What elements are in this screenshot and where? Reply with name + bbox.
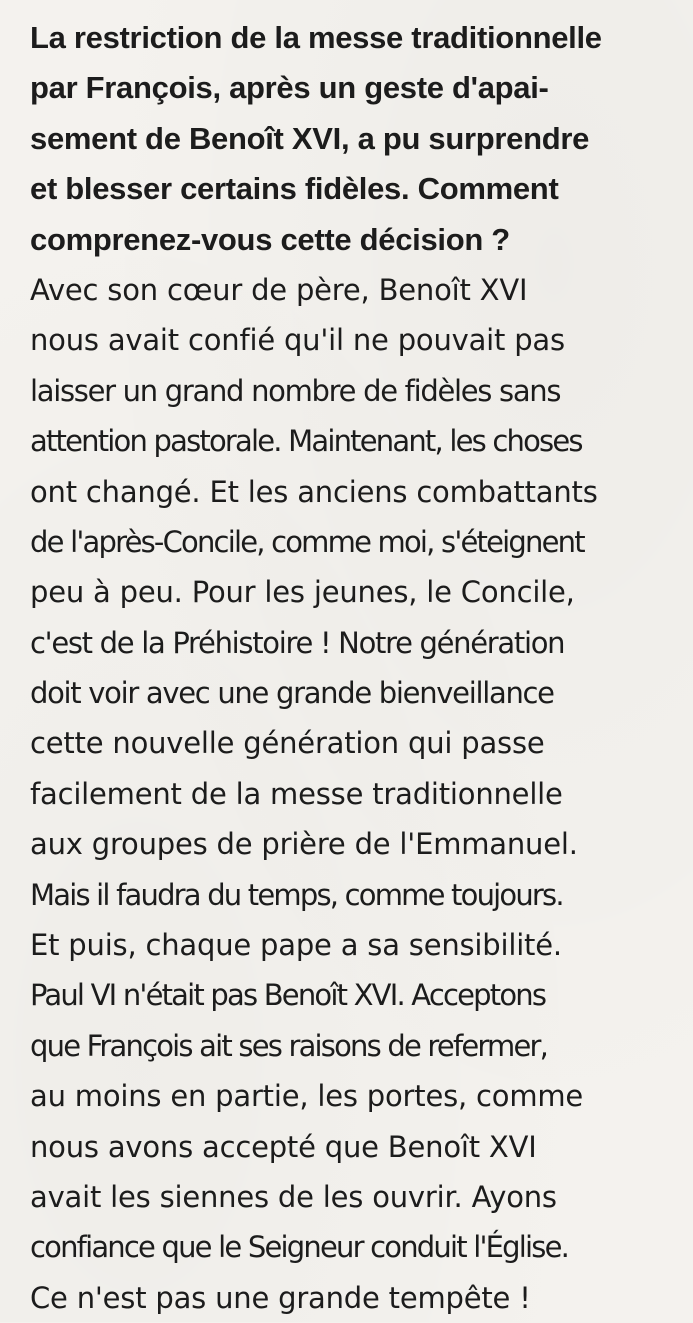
interview-answer: [30, 265, 670, 1323]
answer-line: confiance que le Seigneur conduit l'Église.: [30, 1230, 569, 1265]
answer-line: que François ait ses raisons de refermer,: [30, 1028, 548, 1063]
question-line: sement de Benoît XVI, a pu surprendre: [30, 120, 590, 156]
question-line: comprenez-vous cette décision ?: [30, 221, 510, 257]
answer-line: peu à peu. Pour les jeunes, le Concile,: [30, 575, 575, 610]
answer-line: nous avons accepté que Benoît XVI: [30, 1129, 537, 1164]
answer-line: ont changé. Et les anciens combattants: [30, 474, 598, 509]
answer-line: avait les siennes de les ouvrir. Ayons: [30, 1179, 557, 1214]
question-line: et blesser certains fidèles. Comment: [30, 171, 559, 207]
answer-line: attention pastorale. Maintenant, les choses: [30, 424, 582, 459]
answer-line: facilement de la messe traditionnelle: [30, 776, 563, 811]
question-line: La restriction de la messe traditionnelle: [30, 20, 602, 55]
answer-line: Avec son cœur de père, Benoît XVI: [30, 272, 528, 307]
interview-question: [30, 13, 670, 265]
question-line: par François, après un geste d'apai-: [30, 70, 549, 106]
answer-line: Paul VI n'était pas Benoît XVI. Acceptons: [30, 978, 546, 1013]
answer-line: de l'après-Concile, comme moi, s'éteignent: [30, 524, 584, 559]
answer-line: Mais il faudra du temps, comme toujours.: [30, 877, 563, 912]
answer-line: au moins en partie, les portes, comme: [30, 1079, 584, 1114]
article-text: [30, 13, 670, 1323]
answer-line: c'est de la Préhistoire ! Notre génération: [30, 625, 565, 660]
answer-line: doit voir avec une grande bienveillance: [30, 676, 554, 711]
answer-line: laisser un grand nombre de fidèles sans: [30, 373, 561, 408]
answer-line: Et puis, chaque pape a sa sensibilité.: [30, 928, 562, 963]
answer-line: aux groupes de prière de l'Emmanuel.: [30, 827, 578, 862]
answer-line: Ce n'est pas une grande tempête !: [30, 1280, 531, 1315]
answer-line: nous avait confié qu'il ne pouvait pas: [30, 323, 565, 358]
answer-line: cette nouvelle génération qui passe: [30, 726, 545, 761]
